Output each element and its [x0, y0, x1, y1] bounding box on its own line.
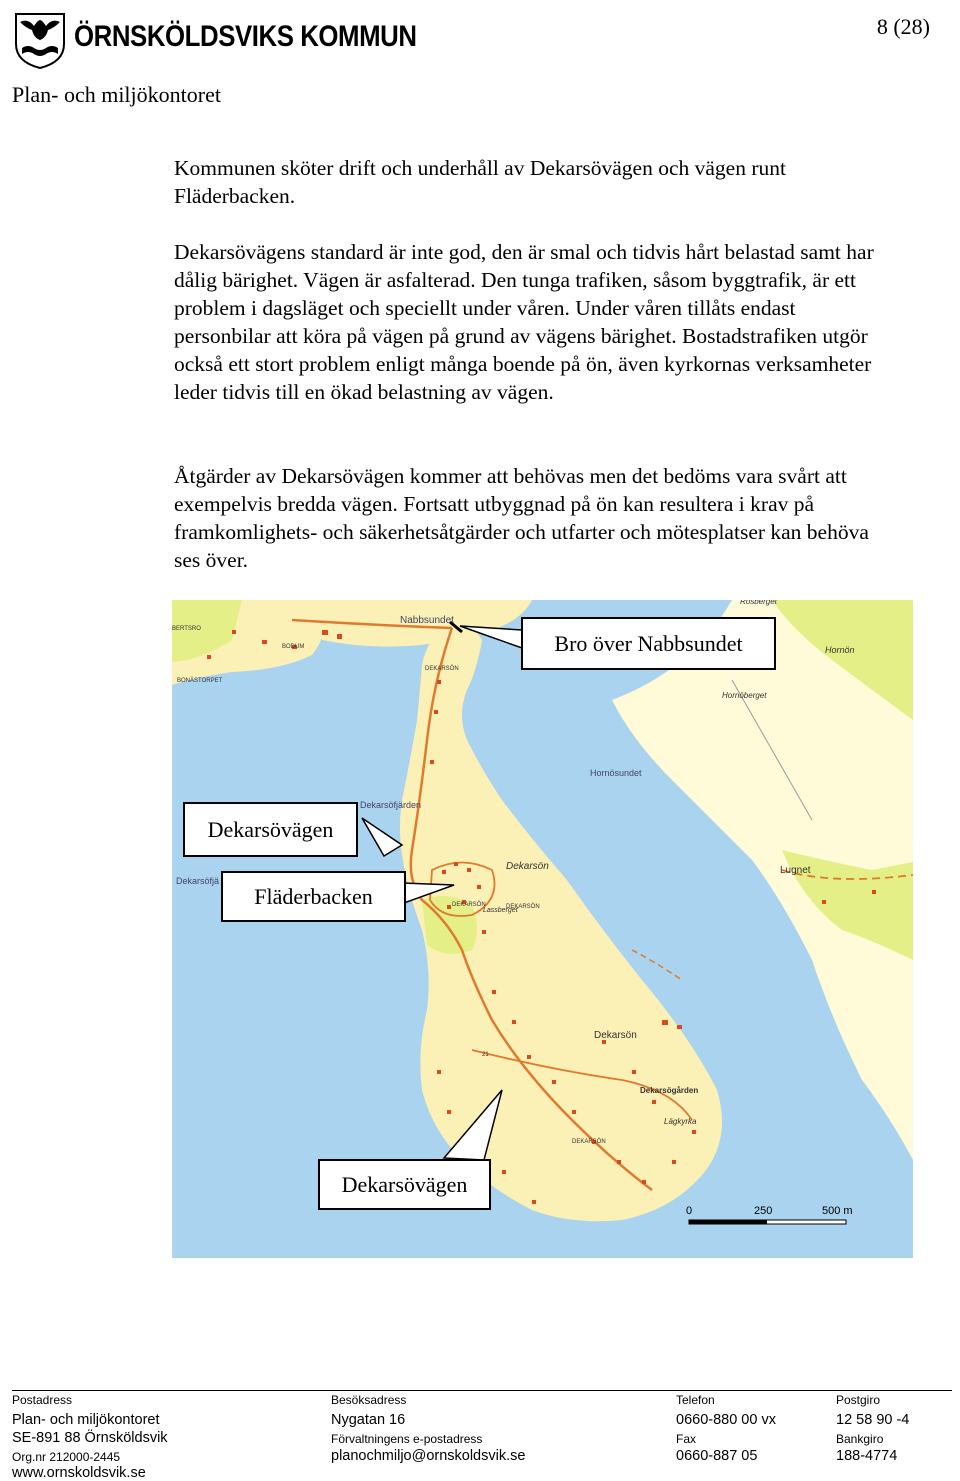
paragraph-text: Åtgärder av Dekarsövägen kommer att behövas men det bedöms vara svårt att exempelvis bredda vägen. Fortsatt utbyggnad på ön kan resultera i krav på framkomlighets- och säkerhetsåtgärder och utfarter och mötesplatser kan behöva ses över.: [174, 464, 869, 572]
paragraph-text: Kommunen sköter drift och underhåll av Dekarsövägen och vägen runt Fläderbacken.: [174, 156, 786, 208]
label-dekarson-6: DEKARSÖN: [572, 1139, 606, 1145]
scale-label-250: 250: [754, 1205, 773, 1217]
label-lassberget: Lassberget: [483, 907, 518, 914]
organization-name: ÖRNSKÖLDSVIKS KOMMUN: [74, 20, 417, 53]
label-dekarson-1: DEKARSÖN: [425, 666, 459, 672]
eagle-coat-of-arms-icon: [14, 10, 66, 70]
footer-website[interactable]: www.ornskoldsvik.se: [12, 1465, 146, 1481]
callout-dekarsovagen-bottom: Dekarsövägen: [318, 1159, 491, 1210]
footer-postgiro: 12 58 90 -4: [836, 1412, 910, 1428]
label-nabbsundet: Nabbsundet: [400, 615, 454, 626]
label-hornoberget: Hornöberget: [722, 691, 767, 700]
department-name: Plan- och miljökontoret: [12, 82, 221, 107]
footer-epost-label: Förvaltningens e-postadress: [331, 1432, 483, 1446]
label-bodum: BODUM: [282, 644, 305, 650]
footer-postadress-line2: SE-891 88 Örnsköldsvik: [12, 1430, 168, 1446]
footer-telefon-label: Telefon: [676, 1393, 715, 1407]
callout-dekarsovagen-top: Dekarsövägen: [183, 802, 358, 857]
label-dekarson-2: Dekarsön: [506, 861, 549, 872]
footer-fax: 0660-887 05: [676, 1448, 758, 1464]
footer-bankgiro: 188-4774: [836, 1448, 898, 1464]
label-dekarsofjarden-2: Dekarsöfjä: [176, 876, 220, 886]
footer-divider: [12, 1390, 952, 1391]
footer-fax-label: Fax: [676, 1432, 697, 1446]
label-dekarsogarden: Dekarsögården: [640, 1086, 699, 1095]
footer-telefon: 0660-880 00 vx: [676, 1412, 776, 1428]
scale-label-500: 500 m: [822, 1205, 853, 1217]
label-dekarson-3: DEKARSÖN: [452, 902, 486, 908]
footer-orgnr: Org.nr 212000-2445: [12, 1450, 121, 1464]
footer-postadress-line1: Plan- och miljökontoret: [12, 1412, 160, 1428]
footer-epost[interactable]: planochmiljo@ornskoldsvik.se: [331, 1448, 526, 1464]
footer-besoksadress: Nygatan 16: [331, 1412, 406, 1428]
label-dekarson-5: Dekarsön: [594, 1030, 637, 1041]
scale-label-0: 0: [686, 1205, 693, 1217]
footer-bankgiro-label: Bankgiro: [836, 1432, 884, 1446]
paragraph-2: [174, 238, 874, 406]
label-dekarson-4: DEKARSÖN: [506, 904, 540, 910]
label-lugnet: Lugnet: [780, 865, 811, 876]
label-hornon: Hornön: [825, 645, 855, 655]
callout-fladerbacken: Fläderbacken: [221, 871, 406, 922]
label-bonastorpet: BONÄSTORPET: [177, 678, 223, 684]
footer-besoksadress-label: Besöksadress: [331, 1393, 407, 1407]
label-bertsro: BERTSRO: [172, 626, 201, 632]
label-lagkyrka: Lägkyrka: [664, 1117, 697, 1126]
page-number: 8 (28): [876, 14, 930, 39]
label-hornosundet: Hornösundet: [590, 768, 642, 778]
label-road-number: 21: [482, 1052, 489, 1058]
footer-postgiro-label: Postgiro: [836, 1393, 881, 1407]
paragraph-1: [174, 154, 874, 210]
paragraph-text: Dekarsövägens standard är inte god, den är smal och tidvis hårt belastad samt har dålig bärighet. Vägen är asfalterad. Den tunga trafiken, såsom byggtrafik, är ett problem i dagsläget och speciellt under våren. Under våren tillåts endast personbilar att köra på vägen på grund av vägens bärighet. Bostadstrafiken utgör också ett stort problem enligt många boende på ön, även kyrkornas verksamheter leder tidvis till en ökad belastning av vägen.: [174, 240, 874, 404]
scale-bar: [686, 1205, 853, 1224]
label-rosberget: Rosberget: [740, 600, 777, 606]
label-dekarsofjarden-1: Dekarsöfjärden: [360, 800, 422, 810]
map-dekarson: [172, 600, 913, 1258]
paragraph-3: [174, 462, 874, 574]
footer-postadress-label: Postadress: [12, 1393, 73, 1407]
callout-bro-over-nabbsundet: Bro över Nabbsundet: [521, 617, 776, 670]
